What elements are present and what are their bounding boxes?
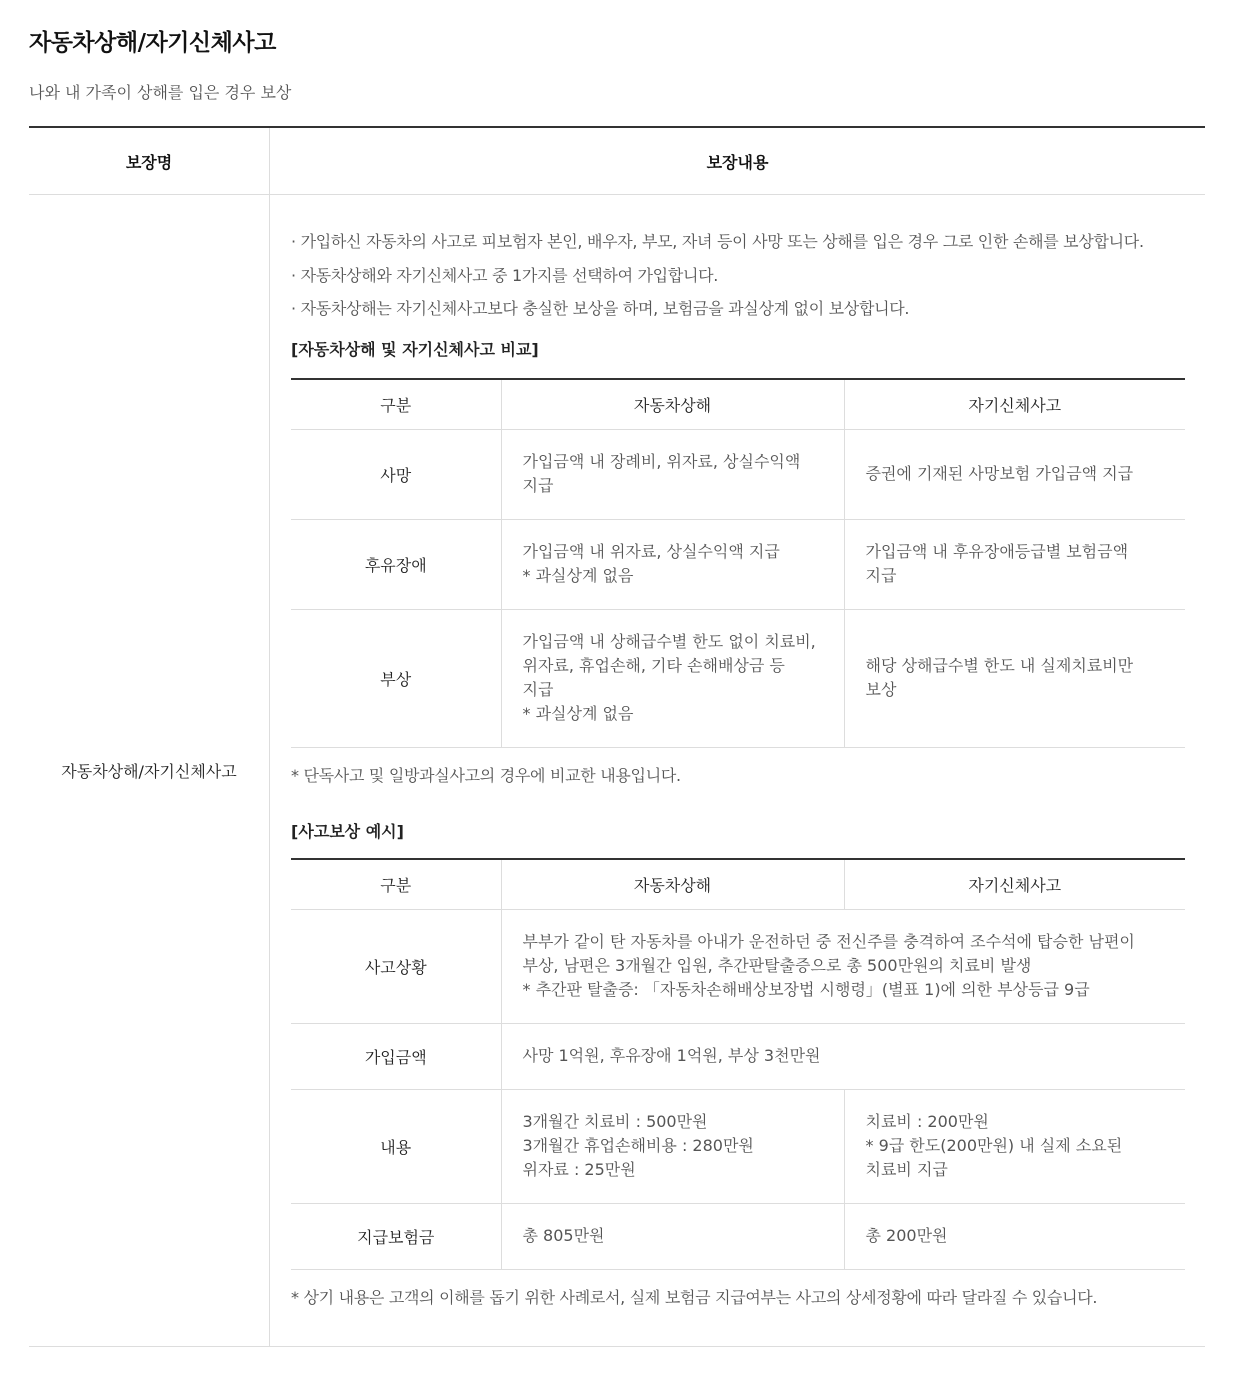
comparison-header-self-injury: 자기신체사고: [844, 379, 1185, 429]
example-header-self-injury: 자기신체사고: [844, 859, 1185, 909]
table-row: [291, 1203, 1185, 1269]
bullet-item: · 가입하신 자동차의 사고로 피보험자 본인, 배우자, 부모, 자녀 등이 사망 또는 상해를 입은 경우 그로 인한 손해를 보상합니다.: [291, 225, 1191, 259]
cell-line: 치료비 : 200만원: [865, 1112, 989, 1131]
example-header-category: 구분: [291, 859, 501, 909]
example-header-row: [291, 859, 1185, 909]
comparison-table: [291, 378, 1185, 748]
comparison-header-row: [291, 379, 1185, 429]
cell-line: 가입금액 내 상해급수별 한도 없이 치료비,: [522, 632, 816, 651]
table-row: [291, 609, 1185, 747]
cell-line: 위자료 : 25만원: [522, 1160, 636, 1179]
row-head: 사고상황: [291, 909, 501, 1023]
cell-line: * 과실상계 없음: [522, 704, 634, 723]
page-title: 자동차상해/자기신체사고: [29, 30, 276, 56]
cell-text: 총 805만원: [501, 1203, 844, 1269]
bullet-item: · 자동차상해와 자기신체사고 중 1가지를 선택하여 가입합니다.: [291, 259, 1191, 293]
table-row: [291, 909, 1185, 1023]
table-row: [291, 1089, 1185, 1203]
bullet-item: · 자동차상해는 자기신체사고보다 충실한 보상을 하며, 보험금을 과실상계 없이 보상합니다.: [291, 292, 1191, 326]
header-coverage-content: 보장내용: [706, 152, 769, 172]
cell-line: 3개월간 휴업손해비용 : 280만원: [522, 1136, 754, 1155]
cell-line: 가입금액 내 위자료, 상실수익액 지급: [522, 542, 780, 561]
row-head: 지급보험금: [291, 1203, 501, 1269]
comparison-header-car-injury: 자동차상해: [501, 379, 844, 429]
cell-line: 3개월간 치료비 : 500만원: [522, 1112, 708, 1131]
cell-line: 가입금액 내 장례비, 위자료, 상실수익액: [522, 452, 801, 471]
example-table: [291, 858, 1185, 1270]
cell-text: 총 200만원: [844, 1203, 1185, 1269]
example-header-car-injury: 자동차상해: [501, 859, 844, 909]
row-head: 부상: [291, 609, 501, 747]
cell-line: 지급: [865, 566, 897, 585]
outer-table-body: [29, 195, 1205, 1347]
cell-line: 부부가 같이 탄 자동차를 아내가 운전하던 중 전신주를 충격하여 조수석에 탑승한 남편이: [522, 932, 1135, 951]
row-head: 후유장애: [291, 519, 501, 609]
cell-text: 사망 1억원, 후유장애 1억원, 부상 3천만원: [501, 1023, 1185, 1089]
outer-table-header: [29, 128, 1205, 195]
page-subtitle: 나와 내 가족이 상해를 입은 경우 보상: [29, 83, 292, 102]
table-row: [291, 429, 1185, 519]
row-head: 사망: [291, 429, 501, 519]
comparison-label: [자동차상해 및 자기신체사고 비교]: [291, 340, 539, 359]
cell-line: 가입금액 내 후유장애등급별 보험금액: [865, 542, 1129, 561]
bullet-list: [291, 225, 1191, 326]
cell-line: * 과실상계 없음: [522, 566, 634, 585]
cell-line: 해당 상해급수별 한도 내 실제치료비만: [865, 656, 1134, 675]
header-coverage-name: 보장명: [29, 128, 270, 194]
table-row: [291, 1023, 1185, 1089]
table-row: [291, 519, 1185, 609]
comparison-note: * 단독사고 및 일방과실사고의 경우에 비교한 내용입니다.: [291, 766, 681, 785]
example-label: [사고보상 예시]: [291, 822, 404, 841]
row-head: 가입금액: [291, 1023, 501, 1089]
cell-line: 지급: [522, 680, 554, 699]
cell-line: 부상, 남편은 3개월간 입원, 추간판탈출증으로 총 500만원의 치료비 발생: [522, 956, 1032, 975]
cell-line: 증권에 기재된 사망보험 가입금액 지급: [865, 464, 1134, 483]
cell-line: 치료비 지급: [865, 1160, 948, 1179]
row-head: 내용: [291, 1089, 501, 1203]
example-note: * 상기 내용은 고객의 이해를 돕기 위한 사례로서, 실제 보험금 지급여부는 사고의 상세정황에 따라 달라질 수 있습니다.: [291, 1288, 1098, 1307]
comparison-header-category: 구분: [291, 379, 501, 429]
cell-line: 위자료, 휴업손해, 기타 손해배상금 등: [522, 656, 785, 675]
cell-line: * 추간판 탈출증: 「자동차손해배상보장법 시행령」(별표 1)에 의한 부상등급 9급: [522, 980, 1090, 999]
cell-line: 보상: [865, 680, 897, 699]
cell-line: * 9급 한도(200만원) 내 실제 소요된: [865, 1136, 1123, 1155]
cell-line: 지급: [522, 476, 554, 495]
coverage-name-cell: 자동차상해/자기신체사고: [29, 195, 270, 1346]
